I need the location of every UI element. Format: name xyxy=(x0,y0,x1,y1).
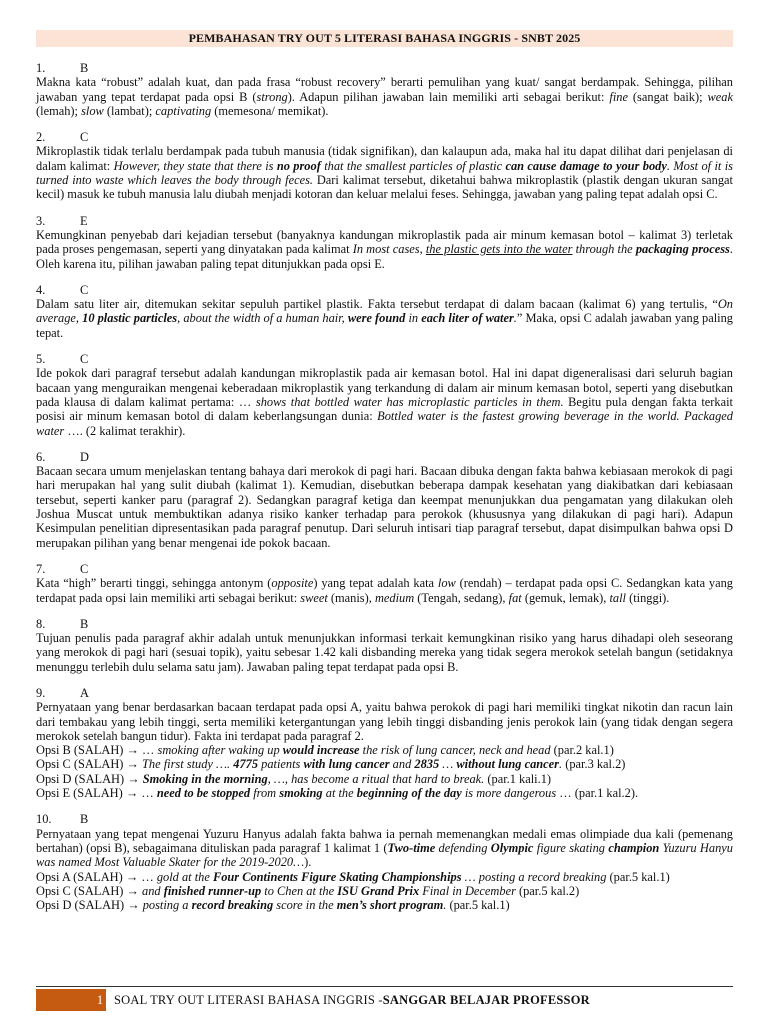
answer-item xyxy=(36,562,733,605)
answer-letter: A xyxy=(80,685,89,700)
answer-item xyxy=(36,450,733,550)
wrong-option-note: Opsi C (SALAH) → The first study …. 4775 patients with lung cancer and 2835 … without lung cancer. (par.3 kal.2) xyxy=(36,757,626,772)
answer-letter: B xyxy=(80,812,89,827)
explanation-text: Makna kata “robust” adalah kuat, dan pada frasa “robust recovery” berarti pemulihan yang kuat/ sangat berdampak. Sehingga, pilihan jawaban yang tepat terdapat pada opsi B (strong). Adapun pilihan jawaban lain memiliki arti sebagai berikut: fine (sangat baik); weak (lemah); slow (lambat); captivating (memesona/ memikat). xyxy=(36,75,734,118)
answer-item xyxy=(36,283,733,340)
answer-key xyxy=(36,214,733,228)
footer-brand: SANGGAR BELAJAR PROFESSOR xyxy=(382,993,590,1007)
wrong-option-note: Opsi C (SALAH) → and finished runner-up to Chen at the ISU Grand Prix Final in December (par.5 kal.2) xyxy=(36,883,580,898)
answer-item xyxy=(36,214,733,271)
question-number: 10. xyxy=(36,812,52,827)
answer-letter: C xyxy=(80,130,89,145)
answer-item xyxy=(36,130,733,201)
answer-key xyxy=(36,352,733,366)
explanation-text: Kemungkinan penyebab dari kejadian tersebut (banyaknya kandungan mikroplastik pada air minum kemasan botol – kalimat 3) terletak pada proses pengemasan, seperti yang dinyatakan pada kalimat In most cases, the plastic gets into the water through the packaging process. Oleh karena itu, pilihan jawaban paling tepat ditunjukkan pada opsi E. xyxy=(36,227,733,271)
answer-letter: E xyxy=(80,213,88,228)
footer-text xyxy=(114,991,590,1009)
wrong-option-note: Opsi D (SALAH) → posting a record breaking score in the men’s short program. (par.5 kal.1) xyxy=(36,898,510,913)
explanation-text: Pernyataan yang tepat mengenai Yuzuru Hanyus adalah fakta bahwa ia pernah memenangkan medali emas olimpiade dua kali (pemenang bertahan) (opsi B), sebagaimana dituliskan pada paragraf 1 kalimat 1 (Two-time defending Olympic figure skating champion Yuzuru Hanyu was named Most Valuable Skater for the 2019-2020…). xyxy=(36,826,733,870)
question-number: 6. xyxy=(36,449,46,464)
document-title: PEMBAHASAN TRY OUT 5 LITERASI BAHASA INGGRIS - SNBT 2025 xyxy=(36,30,733,47)
answer-key xyxy=(36,130,733,144)
question-number: 2. xyxy=(36,130,46,145)
answer-letter: B xyxy=(80,616,89,631)
answer-item xyxy=(36,617,733,674)
question-number: 9. xyxy=(36,685,46,700)
answer-letter: C xyxy=(80,352,89,367)
question-number: 7. xyxy=(36,561,46,576)
page-number-badge xyxy=(36,989,106,1011)
answer-key xyxy=(36,61,733,75)
question-number: 4. xyxy=(36,282,46,297)
answer-key xyxy=(36,450,733,464)
answer-letter: B xyxy=(80,61,89,75)
wrong-option-note: Opsi D (SALAH) → Smoking in the morning, …, has become a ritual that hard to break. (par.1 kali.1) xyxy=(36,771,552,786)
answer-key xyxy=(36,562,733,576)
answer-item xyxy=(36,352,733,438)
wrong-option-note: Opsi E (SALAH) → … need to be stopped from smoking at the beginning of the day is more dangerous … (par.1 kal.2). xyxy=(36,786,639,801)
wrong-option-note: Opsi B (SALAH) → … smoking after waking up would increase the risk of lung cancer, neck and head (par.2 kal.1) xyxy=(36,743,614,758)
question-number: 8. xyxy=(36,616,46,631)
explanation-text: Bacaan secara umum menjelaskan tentang bahaya dari merokok di pagi hari. Bacaan dibuka dengan fakta bahwa kebiasaan merokok di pagi hari merupakan hal yang sulit diubah (kalimat 1). Kemudian, disebutkan beberapa dampak kesehatan yang diakibatkan dari kebiasaan tersebut, seperti kanker paru (paragraf 2). Sedangkan paragraf ketiga dan keempat menunjukkan dua pengamatan yang dilakukan oleh Joshua Muscat untuk membuktikan adanya risiko kanker terhadap para perokok (khususnya yang dilakukan di pagi hari). Adapun Kesimpulan penelitian dipresentasikan pada paragraf penutup. Dari seluruh intisari tiap paragraf tersebut, dapat disimpulkan bahwa opsi D merupakan pilihan yang benar mengenai ide pokok bacaan. xyxy=(36,464,733,550)
answer-key xyxy=(36,617,733,631)
answer-item xyxy=(36,686,733,800)
answer-list xyxy=(36,61,733,912)
explanation-text: Tujuan penulis pada paragraf akhir adalah untuk menunjukkan informasi terkait kemungkinan risiko yang harus dihadapi oleh seseorang yang merokok di pagi hari (sesuai topik), yaitu sebesar 1.42 kali disbanding mereka yang tidak segera merokok setelah bangun (setidaknya menunggu terlebih dulu selama satu jam). Jawaban paling tepat terdapat pada opsi B. xyxy=(36,631,733,674)
answer-letter: C xyxy=(80,561,89,576)
footer-label: SOAL TRY OUT LITERASI BAHASA INGGRIS - xyxy=(114,993,383,1007)
explanation-text: Mikroplastik tidak terlalu berdampak pada tubuh manusia (tidak signifikan), dan kalaupun ada, maka hal itu dapat dilihat dari penjelasan di dalam kalimat: However, they state that there is no proof that the smallest particles of plastic can cause damage to your body. Most of it is turned into waste which leaves the body through feces. Dari kalimat tersebut, diketahui bahwa mikroplastik (plastik dengan ukuran sangat kecil) masuk ke tubuh manusia lalu diubah menjadi kotoran dan keluar melalui feses. Sehingga, jawaban yang paling tepat adalah opsi C. xyxy=(36,144,733,202)
wrong-option-note: Opsi A (SALAH) → … gold at the Four Continents Figure Skating Championships … posting a record breaking (par.5 kal.1) xyxy=(36,869,670,884)
answer-letter: D xyxy=(80,449,89,464)
answer-item xyxy=(36,61,733,118)
page-footer xyxy=(36,986,733,1013)
answer-key xyxy=(36,686,733,700)
answer-key xyxy=(36,812,733,826)
explanation-text: Dalam satu liter air, ditemukan sekitar sepuluh partikel plastik. Fakta tersebut terdapat di dalam bacaan (kalimat 6) yang tertulis, “On average, 10 plastic particles, about the width of a human hair, were found in each liter of water.” Maka, opsi C adalah jawaban yang paling tepat. xyxy=(36,297,733,340)
question-number: 3. xyxy=(36,213,46,228)
question-number: 5. xyxy=(36,352,46,367)
explanation-text: Ide pokok dari paragraf tersebut adalah kandungan mikroplastik pada air kemasan botol. Hal ini dapat digeneralisasi dari seluruh bagian bacaan yang menguraikan mengenai keberadaan mikroplastik yang terkandung di dalam air minum kemasan botol, seperti yang disebutkan pada klausa di dalam kalimat pertama: … shows that bottled water has microplastic particles in them. Begitu pula dengan fakta terkait posisi air minum kemasan botol di dalam keberlangsungan dunia: Bottled water is the fastest growing beverage in the world. Packaged water …. (2 kalimat terakhir). xyxy=(36,366,733,438)
answer-key xyxy=(36,283,733,297)
page-number: 1 xyxy=(96,993,104,1007)
explanation-text: Kata “high” berarti tinggi, sehingga antonym (opposite) yang tepat adalah kata low (rendah) – terdapat pada opsi C. Sedangkan kata yang terdapat pada opsi lain memiliki arti sebagai berikut: sweet (manis), medium (Tengah, sedang), fat (gemuk, lemak), tall (tinggi). xyxy=(36,576,734,605)
answer-item xyxy=(36,812,733,912)
explanation-text: Pernyataan yang benar berdasarkan bacaan terdapat pada opsi A, yaitu bahwa perokok di pagi hari memiliki tingkat nikotin dan racun lain dari tembakau yang lebih tinggi, serta memiliki ketergantungan yang lebih tinggi disbanding jenis perokok lain (yang tidak dengan segera merokok setelah bangun tidur). Fakta ini terdapat pada paragraf 2. xyxy=(36,700,733,743)
question-number: 1. xyxy=(36,61,46,75)
document-page xyxy=(36,30,733,912)
answer-letter: C xyxy=(80,282,89,297)
